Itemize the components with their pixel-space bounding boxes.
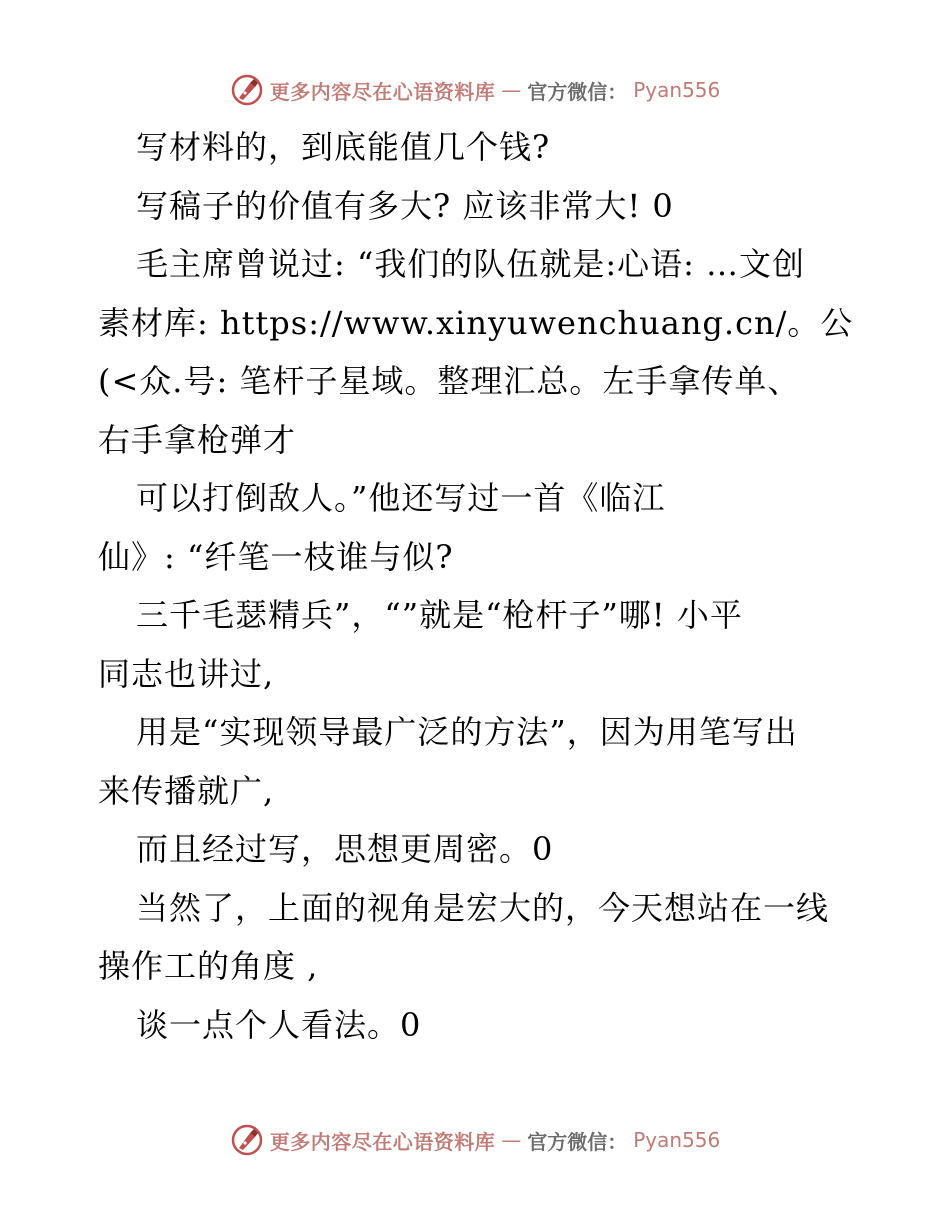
footer-brand-text: 更多内容尽在心语资料库 [269,1129,496,1154]
body-line: 写材料的，到底能值几个钱? [136,128,551,166]
header-separator: — [501,78,522,102]
body-line: (<众.号: 笔杆子星域。整理汇总。左手拿传单、 [98,362,801,400]
footer-wechat-label: 官方微信： [527,1129,628,1154]
footer-separator: — [501,1128,522,1152]
footer-banner [0,1120,950,1160]
header-banner [0,70,950,110]
body-line: 写稿子的价值有多大? 应该非常大! 0 [136,186,674,225]
header-wechat-label: 官方微信： [527,79,628,104]
pen-nib-logo-icon [230,1123,264,1157]
body-line: 来传播就广, [98,771,275,810]
body-line: 可以打倒敌人。”他还写过一首《临江 [136,479,666,517]
footer-wechat-id: Pyan556 [633,1128,721,1152]
document-body [98,118,858,1054]
body-line: 同志也讲过, [98,654,275,693]
body-line: 右手拿枪弹才 [98,420,297,459]
pen-nib-logo-icon [230,73,264,107]
body-line: 操作工的角度 , [98,947,319,985]
body-line: 用是“实现领导最广泛的方法”，因为用笔写出 [136,713,798,751]
body-line: 当然了，上面的视角是宏大的，今天想站在一线 [136,888,830,927]
body-line: 素材库: https://www.xinyuwenchuang.cn/。公 [98,303,854,342]
body-line: 仙》: “纤笔一枝谁与似? [98,537,454,576]
body-line: 谈一点个人看法。0 [136,1005,422,1044]
body-line: 三千毛瑟精兵”，“”就是“枪杆子”哪! 小平 [136,596,743,634]
header-wechat-id: Pyan556 [633,78,721,102]
body-line: 毛主席曾说过: “我们的队伍就是:心语: …文创 [136,245,806,283]
header-brand-text: 更多内容尽在心语资料库 [269,79,496,104]
body-line: 而且经过写，思想更周密。0 [136,830,554,868]
